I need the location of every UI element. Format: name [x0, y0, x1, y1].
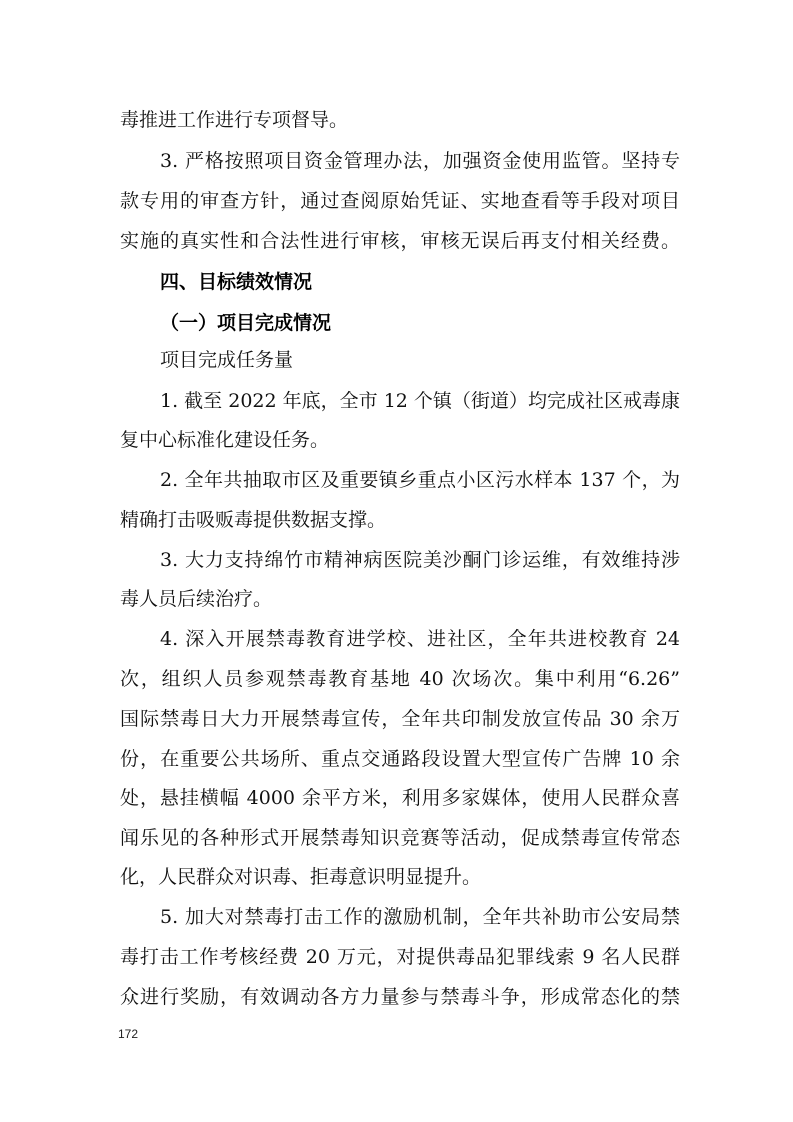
body-text-line: 精确打击吸贩毒提供数据支撑。 — [120, 509, 387, 531]
body-text-line: 国际禁毒日大力开展禁毒宣传，全年共印制发放宣传品 30 余万 — [120, 708, 680, 730]
body-text-line: 份，在重要公共场所、重点交通路段设置大型宣传广告牌 10 余 — [120, 748, 680, 770]
body-text-line: 1. 截至 2022 年底，全市 12 个镇（街道）均完成社区戒毒康 — [160, 390, 680, 412]
body-text-line: 闻乐见的各种形式开展禁毒知识竞赛等活动，促成禁毒宣传常态 — [120, 827, 680, 849]
body-text-line: 次，组织人员参观禁毒教育基地 40 次场次。集中利用“6.26” — [120, 668, 680, 690]
body-text-line: 3. 严格按照项目资金管理办法，加强资金使用监管。坚持专 — [160, 150, 680, 172]
body-text-line: 处，悬挂横幅 4000 余平方米，利用多家媒体，使用人民群众喜 — [120, 787, 680, 809]
body-text-line: 毒打击工作考核经费 20 万元，对提供毒品犯罪线索 9 名人民群 — [120, 946, 680, 968]
body-text-line: 众进行奖励，有效调动各方力量参与禁毒斗争，形成常态化的禁 — [120, 986, 680, 1008]
body-text-line: 项目完成任务量 — [160, 349, 294, 371]
body-text-line: 4. 深入开展禁毒教育进学校、进社区，全年共进校教育 24 — [160, 628, 680, 650]
subsection-heading: （一）项目完成情况 — [160, 312, 332, 334]
body-text-line: 复中心标准化建设任务。 — [120, 429, 330, 451]
page-number: 172 — [118, 1027, 139, 1041]
body-text-line: 实施的真实性和合法性进行审核，审核无误后再支付相关经费。 — [120, 230, 680, 252]
body-text-line: 款专用的审查方针，通过查阅原始凭证、实地查看等手段对项目 — [120, 190, 680, 212]
body-text-line: 毒推进工作进行专项督导。 — [120, 109, 349, 131]
section-heading: 四、目标绩效情况 — [160, 271, 313, 293]
body-text-line: 2. 全年共抽取市区及重要镇乡重点小区污水样本 137 个，为 — [160, 469, 680, 491]
body-text-line: 5. 加大对禁毒打击工作的激励机制，全年共补助市公安局禁 — [160, 906, 680, 928]
body-text-line: 毒人员后续治疗。 — [120, 588, 273, 610]
body-text-line: 化，人民群众对识毒、拒毒意识明显提升。 — [120, 866, 482, 888]
body-text-line: 3. 大力支持绵竹市精神病医院美沙酮门诊运维，有效维持涉 — [160, 549, 680, 571]
